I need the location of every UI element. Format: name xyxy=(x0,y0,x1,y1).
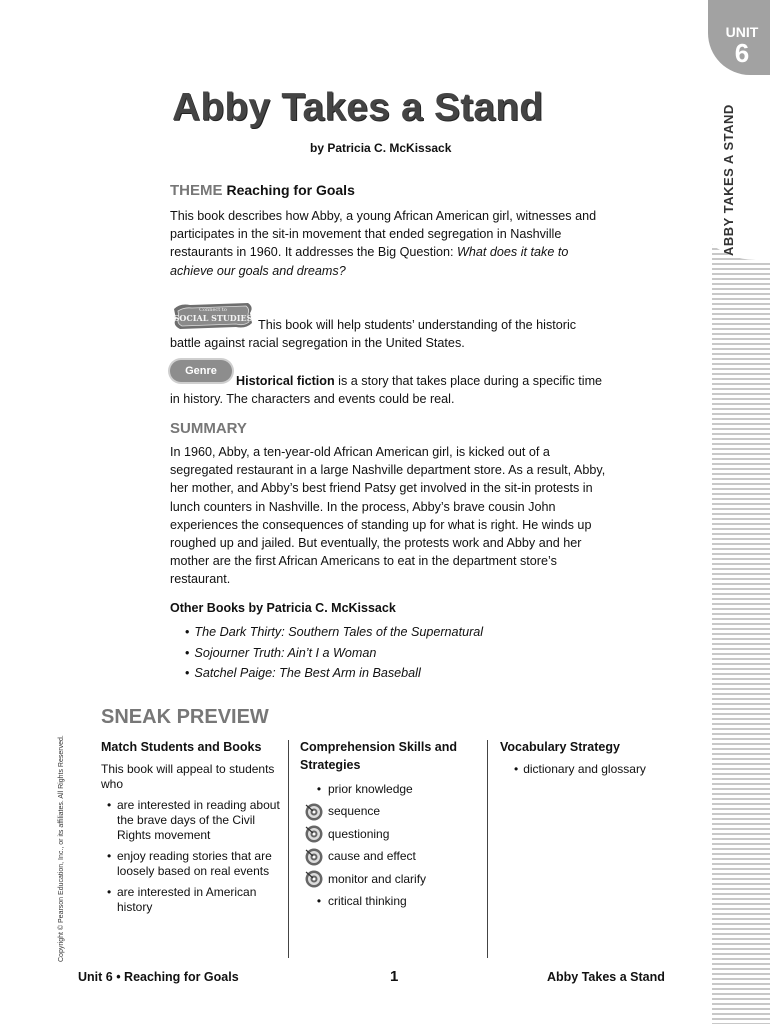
list-item: • are interested in reading about the brave days of the Civil Rights movement xyxy=(117,798,281,843)
social-studies-text: This book will help students’ understanding of the historic battle against racial segregation in the United States. xyxy=(170,318,577,351)
summary-paragraph: In 1960, Abby, a ten-year-old African American girl, is kicked out of a segregated restaurant in a large Nashville department store. As a result, Abby, her mother, and Abby’s best friend Patsy get involved in the sit-in protests in lunch counters in Nashville. In the process, Abby’s brave cousin John experiences the consequences of standing up for what is right. He winds up roughed up and jailed. But eventually, the protests work and Abby and her mother are the first African Americans to eat in the department store’s restaurant. xyxy=(170,445,606,587)
target-icon xyxy=(304,802,324,822)
list-item: • enjoy reading stories that are loosely based on real events xyxy=(117,849,281,879)
theme-text: This book describes how Abby, a young African American girl, witnesses and participates in the sit-in movement that ended segregation in Nashville restaurants in 1960. It addresses the Big Question: xyxy=(170,209,597,260)
skill-label: questioning xyxy=(328,826,390,841)
theme-value: Reaching for Goals xyxy=(226,182,355,198)
unit-label: UNIT xyxy=(725,24,759,40)
target-icon xyxy=(304,869,324,889)
summary-heading: SUMMARY xyxy=(170,420,247,437)
genre-text: is a story that takes place during a specific time in history. The characters and events could be real. xyxy=(170,374,603,407)
skill-label: critical thinking xyxy=(328,894,407,909)
theme-paragraph xyxy=(170,207,610,280)
sneak-preview-heading: SNEAK PREVIEW xyxy=(101,706,269,728)
theme-label: THEME xyxy=(170,182,223,199)
list-item xyxy=(300,823,480,846)
comprehension-column xyxy=(300,738,480,913)
page-title: Abby Takes a Stand xyxy=(172,86,544,129)
target-icon xyxy=(304,824,324,844)
comprehension-heading: Comprehension Skills and Strategies xyxy=(300,740,457,772)
match-students-column xyxy=(101,738,281,921)
other-books-list xyxy=(185,622,483,684)
theme-heading xyxy=(170,182,355,200)
genre-badge: Genre xyxy=(170,360,232,382)
footer-title: Abby Takes a Stand xyxy=(547,970,665,984)
unit-number: 6 xyxy=(734,38,750,68)
badge-small-text: Connect to xyxy=(199,307,227,313)
target-icon xyxy=(304,847,324,867)
match-list xyxy=(117,798,281,915)
other-books-heading: Other Books by Patricia C. McKissack xyxy=(170,601,396,615)
vocabulary-list xyxy=(514,762,680,777)
match-intro: This book will appeal to students who xyxy=(101,762,275,791)
list-item: • The Dark Thirty: Southern Tales of the Supernatural xyxy=(185,622,483,643)
copyright-notice: Copyright © Pearson Education, Inc., or its affiliates. All Rights Reserved. xyxy=(58,735,65,962)
list-item: • are interested in American history xyxy=(117,885,281,915)
skill-label: cause and effect xyxy=(328,849,416,864)
match-heading: Match Students and Books xyxy=(101,740,262,754)
list-item xyxy=(300,868,480,891)
list-item: • Sojourner Truth: Ain’t I a Woman xyxy=(185,643,483,664)
big-question: What does it take to achieve our goals and dreams? xyxy=(170,245,569,278)
bullet-icon: • xyxy=(316,781,322,796)
genre-paragraph xyxy=(170,372,610,408)
byline: by Patricia C. McKissack xyxy=(310,141,452,155)
footer-unit: Unit 6 • Reaching for Goals xyxy=(78,970,239,984)
list-item xyxy=(300,846,480,869)
genre-term: Historical fiction xyxy=(236,374,335,388)
skill-label: prior knowledge xyxy=(328,781,413,796)
skills-list xyxy=(300,778,480,913)
skill-label: monitor and clarify xyxy=(328,871,427,886)
list-item: • Satchel Paige: The Best Arm in Baseball xyxy=(185,663,483,684)
list-item xyxy=(300,891,480,914)
bullet-icon: • xyxy=(316,894,322,909)
column-divider xyxy=(487,740,488,958)
vocabulary-column xyxy=(500,738,680,777)
skill-label: sequence xyxy=(328,804,381,819)
list-item xyxy=(300,778,480,801)
social-studies-paragraph xyxy=(170,316,610,352)
list-item: • dictionary and glossary xyxy=(514,762,680,777)
vocabulary-heading: Vocabulary Strategy xyxy=(500,740,620,754)
list-item xyxy=(300,801,480,824)
page-number: 1 xyxy=(390,968,399,985)
badge-main-text: SOCIAL STUDIES xyxy=(173,313,253,323)
side-book-title: ABBY TAKES A STAND xyxy=(721,104,736,256)
column-divider xyxy=(288,740,289,958)
